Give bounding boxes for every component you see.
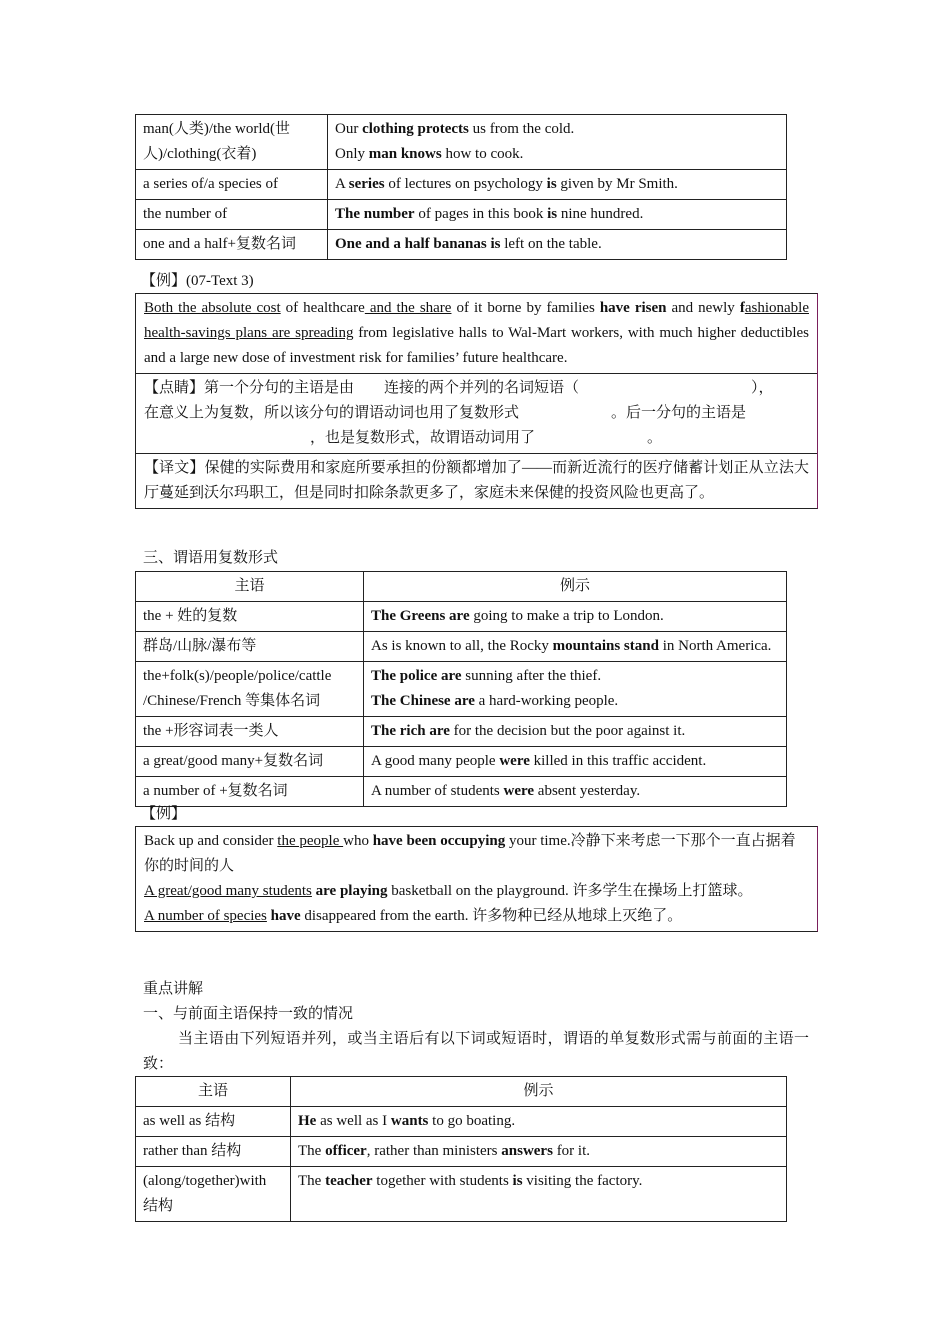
table-cell-example: The teacher together with students is visiting the factory. bbox=[291, 1167, 787, 1222]
table-cell-example: A good many people were killed in this traffic accident. bbox=[364, 747, 787, 777]
example-box bbox=[135, 293, 818, 509]
table-cell-subject: as well as 结构 bbox=[136, 1107, 291, 1137]
table-cell-example: A series of lectures on psychology is given by Mr Smith. bbox=[328, 170, 787, 200]
keypoints-intro: 当主语由下列短语并列，或当主语后有以下词或短语时，谓语的单复数形式需与前面的主语一致： bbox=[143, 1031, 809, 1072]
example-sentence: A number of species have disappeared from the earth. 许多物种已经从地球上灭绝了。 bbox=[144, 908, 683, 924]
table-row bbox=[136, 777, 787, 807]
table-cell-subject: the number of bbox=[136, 200, 328, 230]
example-notes: 【点睛】第一个分句的主语是由 连接的两个并列的名词短语（ ）， 在意义上为复数，所以该分句的谓语动词也用了复数形式 。后一分句的主语是 ，也是复数形式，故谓语动词用了 。 bbox=[136, 373, 817, 453]
example-sentences bbox=[136, 827, 817, 931]
table-cell-example: The number of pages in this book is nine hundred. bbox=[328, 200, 787, 230]
table-row bbox=[136, 717, 787, 747]
example-translation: 【译文】保健的实际费用和家庭所要承担的份额都增加了——而新近流行的医疗储蓄计划正从立法大厅蔓延到沃尔玛职工，但是同时扣除条款更多了，家庭未来保健的投资风险也更高了。 bbox=[136, 453, 817, 508]
table-cell-subject: a great/good many+复数名词 bbox=[136, 747, 364, 777]
table-cell-subject: (along/together)with 结构 bbox=[136, 1167, 291, 1222]
subject-table-1 bbox=[135, 114, 787, 260]
section-heading: 三、谓语用复数形式 bbox=[143, 550, 279, 566]
keypoints bbox=[143, 977, 809, 1077]
table-header-row bbox=[136, 572, 787, 602]
table-row bbox=[136, 632, 787, 662]
table-row bbox=[136, 170, 787, 200]
example-box bbox=[135, 826, 818, 932]
example-sentence: A great/good many students are playing basketball on the playground. 许多学生在操场上打篮球。 bbox=[144, 883, 753, 899]
table-cell-example: The Greens are going to make a trip to London. bbox=[364, 602, 787, 632]
table-cell-example: A number of students were absent yesterday. bbox=[364, 777, 787, 807]
column-header-example: 例示 bbox=[364, 572, 787, 602]
column-header-subject: 主语 bbox=[136, 1077, 291, 1107]
table-cell-example: The rich are for the decision but the poor against it. bbox=[364, 717, 787, 747]
table-row bbox=[136, 1107, 787, 1137]
table-row bbox=[136, 230, 787, 260]
table-cell-subject: 群岛/山脉/瀑布等 bbox=[136, 632, 364, 662]
table-cell-example: The police are sunning after the thief. The Chinese are a hard-working people. bbox=[364, 662, 787, 717]
table-row bbox=[136, 602, 787, 632]
table-row bbox=[136, 200, 787, 230]
table-cell-example: The officer, rather than ministers answers for it. bbox=[291, 1137, 787, 1167]
table-cell-subject: the+folk(s)/people/police/cattle /Chinese/French 等集体名词 bbox=[136, 662, 364, 717]
table-cell-subject: the + 姓的复数 bbox=[136, 602, 364, 632]
agreement-table bbox=[135, 1076, 787, 1222]
keypoints-title: 重点讲解 bbox=[143, 981, 204, 997]
table-header-row bbox=[136, 1077, 787, 1107]
table-cell-subject: one and a half+复数名词 bbox=[136, 230, 328, 260]
table-row bbox=[136, 115, 787, 170]
example-label: 【例】(07-Text 3) bbox=[141, 273, 254, 289]
keypoints-heading: 一、与前面主语保持一致的情况 bbox=[143, 1006, 354, 1022]
table-cell-subject: a series of/a species of bbox=[136, 170, 328, 200]
example-label: 【例】 bbox=[141, 806, 187, 822]
table-cell-subject: rather than 结构 bbox=[136, 1137, 291, 1167]
table-cell-subject: man(人类)/the world(世人)/clothing(衣着) bbox=[136, 115, 328, 170]
table-cell-subject: the +形容词表一类人 bbox=[136, 717, 364, 747]
table-cell-example: Our clothing protects us from the cold. Only man knows how to cook. bbox=[328, 115, 787, 170]
example-sentence: Back up and consider the people who have been occupying your time.冷静下来考虑一下那个一直占据着你的时间的人 bbox=[144, 833, 796, 874]
column-header-subject: 主语 bbox=[136, 572, 364, 602]
table-row bbox=[136, 1167, 787, 1222]
table-cell-example: He as well as I wants to go boating. bbox=[291, 1107, 787, 1137]
plural-predicate-table bbox=[135, 571, 787, 807]
table-row bbox=[136, 747, 787, 777]
example-passage: Both the absolute cost of healthcare and the share of it borne by families have risen and newly fashionable health-savings plans are spreading from legislative halls to Wal-Mart workers, with much higher deductibles and a large new dose of investment risk for families’ future healthcare. bbox=[144, 300, 809, 366]
table-cell-example: One and a half bananas is left on the table. bbox=[328, 230, 787, 260]
table-row bbox=[136, 662, 787, 717]
table-row bbox=[136, 1137, 787, 1167]
table-cell-subject: a number of +复数名词 bbox=[136, 777, 364, 807]
table-cell-example: As is known to all, the Rocky mountains stand in North America. bbox=[364, 632, 787, 662]
column-header-example: 例示 bbox=[291, 1077, 787, 1107]
